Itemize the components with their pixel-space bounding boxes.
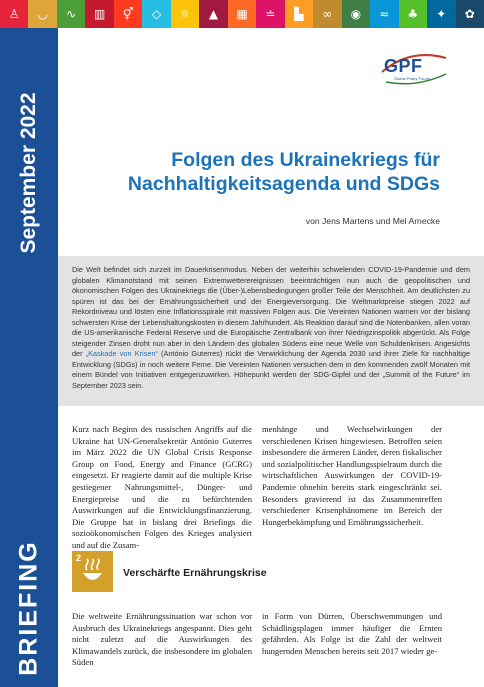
education-icon: ▥	[85, 0, 113, 28]
industry-icon: ▦	[228, 0, 256, 28]
sdg-2-icon	[72, 551, 113, 592]
sdg-goal-bar	[0, 0, 484, 28]
gpf-logo	[384, 56, 444, 86]
consumption-icon: ∞	[313, 0, 341, 28]
abstract-box	[58, 256, 484, 406]
sdg-number: 2	[76, 553, 82, 563]
food-bowl-icon	[72, 551, 113, 592]
abstract-link[interactable]: „Kaskade von Krisen“	[85, 349, 158, 358]
intro-column-left: Kurz nach Beginn des russischen Angriffs auf die Ukraine hat UN-Generalsekretär António Guterres im März 2022 die UN Global Crisis Response Group on Food, Energy and Finance (GCRG) eingesetzt. Er reagierte damit auf die multiple Krise gestiegener Nahrungsmittel-, Dünger- und Energiepreise und die zu befürchtenden Auswirkungen auf die Entwicklungsfinanzierung. Die Gruppe hat in bislang drei Briefings die sozioökonomischen Folgen des Krieges analysiert und auf die Zusam-	[72, 424, 252, 550]
authors: von Jens Martens und Mel Arnecke	[305, 216, 440, 226]
intro-column-right: menhänge und Wechselwirkungen der verschiedenen Krisen hingewiesen. Betroffen seien insbesondere die ärmeren Länder, deren fiskalischer und sozialpolitischer Handlungsspielraum durch die wirtschaftlichen Auswirkungen der COVID-19-Pandemie ohnehin bereits stark eingeschränkt sei. Besonders gravierend ist das Zusammentreffen verschiedener Krisenphänomene im Bereich der Hungerbekämpfung und Ernährungssicherheit.	[262, 424, 442, 527]
abstract-text-2: (António Guterres) rückt die Verwirklichung der Agenda 2030 und ihrer Ziele für nachhaltige Entwicklung (SDGs) in noch weitere Ferne. Die Vereinten Nationen versuchen dem in den kommenden zwölf Monaten mit einem Bündel von Initiativen entgegenzuwirken. Höhepunkt werden der SDG-Gipfel und der „Summit of the Future“ im September 2023 sein.	[72, 349, 470, 390]
climate-icon: ◉	[342, 0, 370, 28]
health-icon: ∿	[57, 0, 85, 28]
food-bowl-icon: ◡	[28, 0, 56, 28]
publication-date: September 2022	[17, 92, 40, 254]
peace-icon: ✦	[427, 0, 455, 28]
growth-icon: ▲	[199, 0, 227, 28]
document-title	[100, 148, 440, 196]
abstract-text-1: Die Welt befindet sich zurzeit im Dauerkrisenmodus. Neben der weiterhin schwelenden COVID-19-Pandemie und dem globalen Klimanotstand mit seinen Extremwetterereignissen beeinträchtigen nun auch die geopolitischen und ökonomischen Folgen des Ukrainekriegs die (Über-)Lebensbedingungen großer Teile der Menschheit. Am deutlichsten zu spüren ist das bei der Ernährungssicherheit und der Energieversorgung. Die Weltmarktpreise stiegen 2022 auf Rekordniveau und lösten eine Inflationsspirale mit massiven Folgen aus. Die Vereinten Nationen warnen vor der bislang schwersten Krise der Lebenshaltungskosten in diesem Jahrhundert. Als Reaktion darauf sind die Notenbanken, allen voran die US-amerikanische Federal Reserve und die Europäische Zentralbank von ihrer Niedrigzinspolitik abgerückt. Als Folge steigender Zinsen droht nun aber in den Ländern des globalen Südens eine neue Welle von Schuldenkrisen. Angesichts der	[72, 265, 470, 358]
inequality-icon: ≐	[256, 0, 284, 28]
section-column-left: Die weltweite Ernährungssituation war schon vor Ausbruch des Ukrainekriegs angespannt. Dies geht nicht zuletzt auf die Auswirkungen des Klimawandels zurück, die insbesondere im globalen Süden	[72, 611, 252, 668]
cities-icon: ▙	[285, 0, 313, 28]
poverty-icon: ♙	[0, 0, 28, 28]
title-line-2: Nachhaltigkeitsagenda und SDGs	[127, 173, 440, 195]
section-heading: Verschärfte Ernährungskrise	[123, 567, 267, 579]
land-life-icon: ♣	[399, 0, 427, 28]
section-column-right: in Form von Dürren, Überschwemmungen und Schädlingsplagen immer häufiger die Ernten gefährden. Als Folge ist die Zahl der weltweit hungernden Menschen bereits seit 2017 wieder ge-	[262, 611, 442, 656]
water-life-icon: ≈	[370, 0, 398, 28]
energy-icon: ☼	[171, 0, 199, 28]
water-icon: ◇	[142, 0, 170, 28]
gender-icon: ⚥	[114, 0, 142, 28]
logo-text: GPF	[384, 56, 423, 76]
document-type: BRIEFING	[14, 540, 43, 676]
title-line-1: Folgen des Ukrainekriegs für	[171, 149, 440, 171]
sidebar	[0, 28, 58, 687]
partnership-icon: ✿	[456, 0, 484, 28]
logo-subtitle: Global Policy Forum	[394, 76, 431, 81]
